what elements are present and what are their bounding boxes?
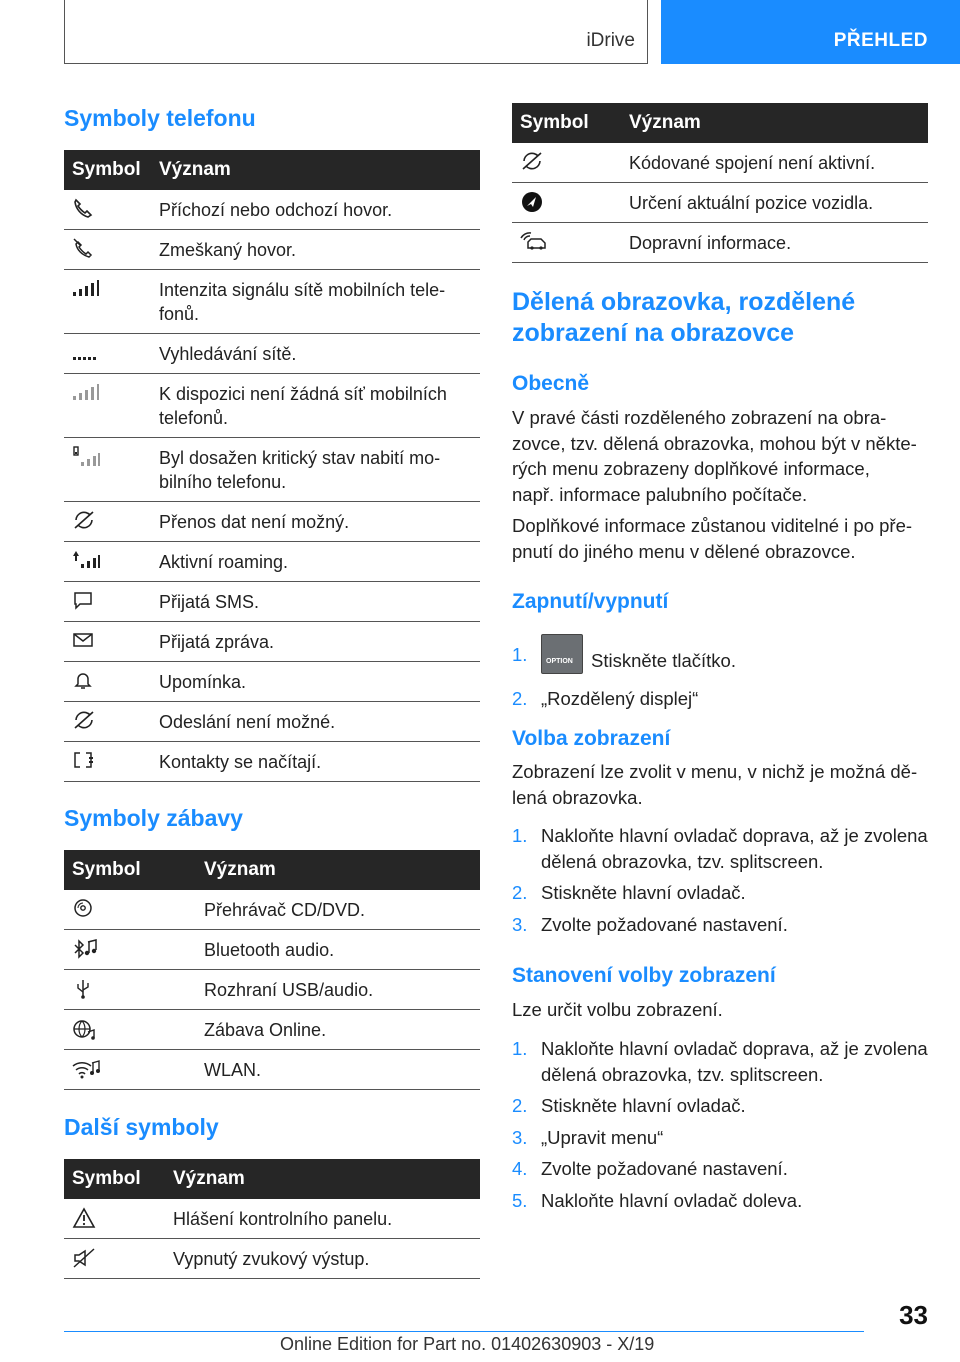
set-view-steps: [512, 1036, 932, 1219]
envelope-icon: [72, 630, 94, 650]
wlan-icon: [72, 1058, 100, 1080]
table-cell-text: Přehrávač CD/DVD.: [196, 890, 480, 930]
table-cell-text: Vypnutý zvukový výstup.: [165, 1239, 480, 1279]
footer-divider: [64, 1331, 864, 1332]
table-cell-text: Určení aktuální pozice vozidla.: [621, 183, 928, 223]
table-row: [64, 334, 480, 374]
traffic-info-icon: [520, 231, 548, 253]
step-number: 1.: [512, 825, 528, 846]
step-number: 1.: [512, 644, 528, 665]
step-number: 2.: [512, 882, 528, 903]
list-item: [512, 1156, 932, 1182]
step-text: Zvolte požadované nastavení.: [541, 913, 788, 935]
table-row: [64, 742, 480, 782]
step-number: 3.: [512, 1126, 528, 1148]
no-data-icon: [72, 510, 96, 530]
roaming-icon: [72, 550, 100, 570]
table-row: [64, 970, 480, 1010]
table-cell-text: Byl dosažen kritický stav nabití mo-bilního telefonu.: [151, 438, 480, 502]
cd-icon: [72, 898, 94, 918]
table-row: [64, 270, 480, 334]
no-network-icon: [72, 382, 100, 402]
table-header-row: [512, 103, 928, 143]
other-symbols-heading: Další symboly: [64, 1114, 219, 1140]
list-item: [512, 626, 928, 682]
split-screen-heading-line1: Dělená obrazovka, rozdělené: [512, 288, 856, 316]
list-item: [512, 1093, 932, 1119]
table-cell-text: Zábava Online.: [196, 1010, 480, 1050]
table-row: [64, 1010, 480, 1050]
table-row: [64, 930, 480, 970]
footer-edition: Online Edition for Part no. 01402630903 - X/19: [280, 1334, 655, 1354]
bell-icon: [72, 670, 94, 690]
table-row: [64, 890, 480, 930]
table-cell-text: Rozhraní USB/audio.: [196, 970, 480, 1010]
table-cell-text: Intenzita signálu sítě mobilních tele-fonů.: [151, 270, 480, 334]
encrypted-off-icon: [520, 151, 544, 171]
table-cell-text: Zmeškaný hovor.: [151, 230, 480, 270]
table-row: [64, 190, 480, 230]
table-row: [64, 230, 480, 270]
general-paragraph-1: [512, 405, 917, 507]
table-cell-text: Přijatá SMS.: [151, 582, 480, 622]
col-meaning-header: Význam: [165, 1159, 480, 1199]
text-line: rých menu zobrazeny doplňkové informace,: [512, 458, 870, 479]
set-view-heading: Stanovení volby zobrazení: [512, 964, 776, 987]
header-left-label: iDrive: [586, 30, 635, 51]
option-button-label: OPTION: [546, 658, 573, 665]
table-row: [64, 374, 480, 438]
table-row: [64, 542, 480, 582]
other-symbols-table: [64, 1159, 480, 1279]
col-meaning-header: Význam: [151, 150, 480, 190]
text-line: Doplňkové informace zůstanou viditelné i po pře-: [512, 515, 913, 536]
list-item: [512, 686, 928, 712]
table-cell-text: Kódované spojení není aktivní.: [621, 143, 928, 183]
col-meaning-header: Význam: [196, 850, 480, 890]
step-text: Stiskněte tlačítko.: [591, 649, 736, 671]
list-item: [512, 823, 932, 874]
table-row: [64, 702, 480, 742]
table-row: [64, 622, 480, 662]
table-row: [64, 1239, 480, 1279]
table-cell-text: Bluetooth audio.: [196, 930, 480, 970]
position-icon: [520, 191, 544, 213]
table-row: [512, 143, 928, 183]
table-header-row: [64, 150, 480, 190]
table-cell-text: Přenos dat není možný.: [151, 502, 480, 542]
option-button-icon: [541, 634, 583, 674]
col-symbol-header: Symbol: [64, 1159, 165, 1199]
table-cell-text: Vyhledávání sítě.: [151, 334, 480, 374]
text-line: V pravé části rozděleného zobrazení na obra-: [512, 407, 887, 428]
list-item: [512, 880, 932, 906]
page-number: 33: [899, 1300, 928, 1330]
entertainment-symbols-table: [64, 850, 480, 1090]
list-item: [512, 1188, 932, 1214]
col-symbol-header: Symbol: [64, 150, 151, 190]
text-line: Zobrazení lze zvolit v menu, v nichž je možná dě-: [512, 761, 918, 782]
view-selection-paragraph: [512, 759, 917, 810]
table-cell-text: K dispozici není žádná síť mobilních telefonů.: [151, 374, 480, 438]
sms-icon: [72, 590, 94, 610]
step-text: „Upravit menu“: [541, 1126, 664, 1148]
table-cell-text: Dopravní informace.: [621, 223, 928, 263]
col-symbol-header: Symbol: [512, 103, 621, 143]
text-line: zovce, tzv. dělená obrazovka, mohou být v někte-: [512, 432, 917, 454]
on-off-heading: Zapnutí/vypnutí: [512, 590, 669, 613]
other-symbols-table-continued: [512, 103, 928, 263]
table-cell-text: WLAN.: [196, 1050, 480, 1090]
step-text: Stiskněte hlavní ovladač.: [541, 882, 746, 903]
table-cell-text: Aktivní roaming.: [151, 542, 480, 582]
step-text: Stiskněte hlavní ovladač.: [541, 1095, 746, 1116]
network-search-icon: [72, 342, 100, 362]
step-number: 4.: [512, 1158, 528, 1179]
table-cell-text: Přijatá zpráva.: [151, 622, 480, 662]
bluetooth-audio-icon: [72, 938, 98, 960]
signal-strength-icon: [72, 278, 100, 298]
list-item: [512, 1036, 932, 1087]
step-number: 1.: [512, 1038, 528, 1059]
missed-call-icon: [72, 238, 94, 258]
table-row: [512, 223, 928, 263]
table-row: [64, 662, 480, 702]
col-symbol-header: Symbol: [64, 850, 196, 890]
table-cell-text: Odeslání není možné.: [151, 702, 480, 742]
usb-icon: [72, 978, 94, 1000]
phone-symbols-heading: Symboly telefonu: [64, 105, 256, 131]
table-cell-text: Kontakty se načítají.: [151, 742, 480, 782]
table-row: [64, 438, 480, 502]
step-text: Nakloňte hlavní ovladač doprava, až je zvolena dělená obrazovka, tzv. splitscreen.: [541, 825, 928, 872]
table-row: [64, 582, 480, 622]
table-row: [64, 502, 480, 542]
general-heading: Obecně: [512, 372, 590, 395]
header-left-tab: [64, 0, 648, 64]
table-row: [64, 1050, 480, 1090]
table-row: [512, 183, 928, 223]
table-cell-text: Příchozí nebo odchozí hovor.: [151, 190, 480, 230]
warning-icon: [72, 1207, 96, 1229]
step-text: „Rozdělený displej“: [541, 688, 699, 709]
handset-icon: [72, 198, 94, 218]
general-paragraph-2: [512, 513, 912, 564]
step-text: Zvolte požadované nastavení.: [541, 1158, 788, 1179]
online-icon: [72, 1018, 96, 1040]
contacts-icon: [72, 750, 94, 770]
split-screen-heading: [512, 287, 855, 349]
view-selection-steps: [512, 823, 932, 943]
step-number: 2.: [512, 688, 528, 709]
step-number: 3.: [512, 913, 528, 935]
step-text: Nakloňte hlavní ovladač doleva.: [541, 1189, 803, 1211]
header-right-label: PŘEHLED: [833, 30, 928, 51]
text-line: např. informace palubního počítače.: [512, 483, 808, 505]
on-off-steps: [512, 626, 928, 718]
list-item: [512, 912, 932, 938]
text-line: lená obrazovka.: [512, 786, 643, 808]
table-header-row: [64, 1159, 480, 1199]
set-view-paragraph: Lze určit volbu zobrazení.: [512, 999, 723, 1020]
header-right-tab: [661, 0, 960, 64]
col-meaning-header: Význam: [621, 103, 928, 143]
phone-symbols-table: [64, 150, 480, 782]
low-battery-icon: [72, 446, 100, 468]
entertainment-symbols-heading: Symboly zábavy: [64, 805, 243, 831]
list-item: [512, 1125, 932, 1151]
text-line: pnutí do jiného menu v dělené obrazovce.: [512, 540, 856, 562]
mute-icon: [72, 1247, 96, 1269]
view-selection-heading: Volba zobrazení: [512, 727, 671, 750]
step-number: 5.: [512, 1189, 528, 1211]
step-number: 2.: [512, 1095, 528, 1116]
step-text: Nakloňte hlavní ovladač doprava, až je zvolena dělená obrazovka, tzv. splitscreen.: [541, 1038, 928, 1085]
table-row: [64, 1199, 480, 1239]
split-screen-heading-line2: zobrazení na obrazovce: [512, 319, 795, 347]
table-cell-text: Hlášení kontrolního panelu.: [165, 1199, 480, 1239]
table-header-row: [64, 850, 480, 890]
send-blocked-icon: [72, 710, 96, 730]
table-cell-text: Upomínka.: [151, 662, 480, 702]
